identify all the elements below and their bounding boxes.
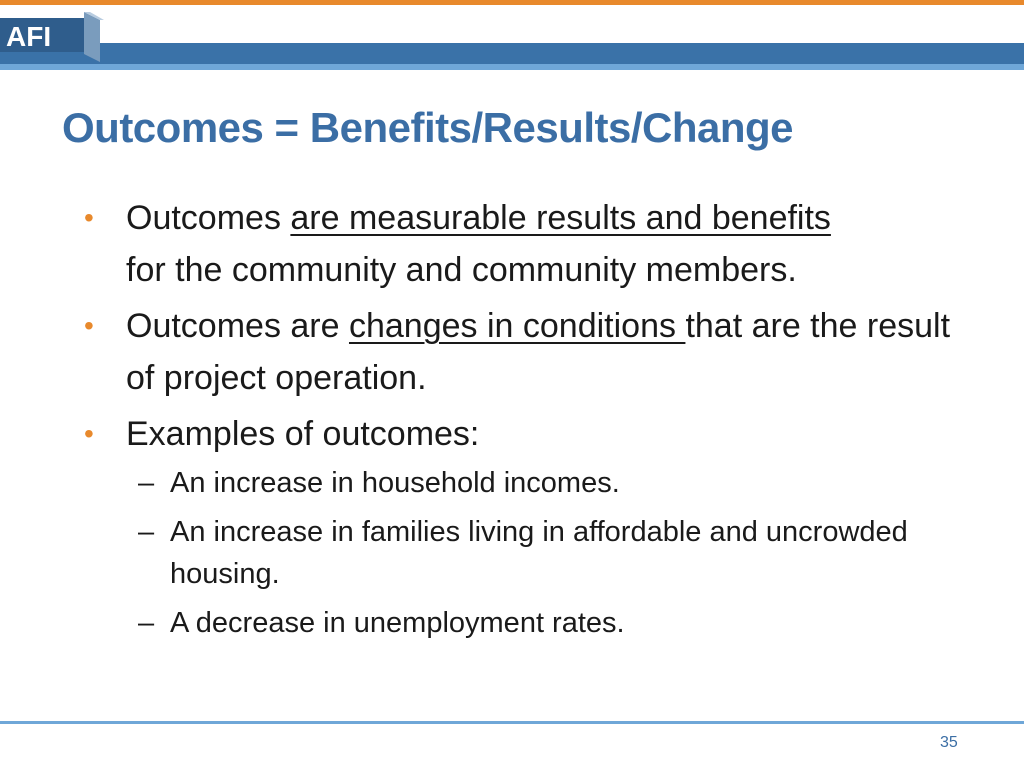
bullet-dot-icon: • — [84, 418, 94, 449]
bullet-dot-icon: • — [84, 310, 94, 341]
logo-text: AFI — [6, 21, 52, 52]
header-blue-band — [0, 43, 1024, 64]
list-item — [84, 511, 984, 595]
examples-list — [84, 462, 984, 644]
list-item — [84, 602, 984, 644]
bullet-dot-icon: • — [84, 202, 94, 233]
list-item-text: An increase in household incomes. — [170, 467, 620, 499]
bullet-item — [84, 300, 984, 404]
bullet-text: Outcomes — [126, 199, 291, 237]
bullet-item — [84, 192, 984, 296]
page-number: 35 — [940, 734, 958, 751]
bullet-text: Outcomes are — [126, 307, 349, 345]
bullet-text-continued: that are the result of project operation. — [126, 307, 951, 397]
header-light-blue-line — [0, 64, 1024, 70]
list-item-text: An increase in families living in affordable and uncrowded housing. — [170, 516, 908, 590]
bullet-item — [84, 408, 984, 460]
header-white-band — [0, 5, 1024, 43]
list-item-text: A decrease in unemployment rates. — [170, 607, 625, 639]
dash-icon: – — [138, 467, 155, 499]
bullet-text: Examples of outcomes: — [126, 415, 480, 453]
bullet-underlined-text: are measurable results and benefits — [290, 199, 831, 237]
slide-title: Outcomes = Benefits/Results/Change — [62, 104, 794, 151]
footer-line — [0, 721, 1024, 724]
dash-icon: – — [138, 516, 155, 548]
bullet-text-continued: for the community and community members. — [126, 251, 797, 289]
list-item — [84, 462, 984, 504]
slide-body — [84, 192, 984, 651]
bullet-underlined-text: changes in conditions — [348, 307, 686, 345]
afi-logo — [0, 8, 110, 62]
dash-icon: – — [138, 607, 155, 639]
